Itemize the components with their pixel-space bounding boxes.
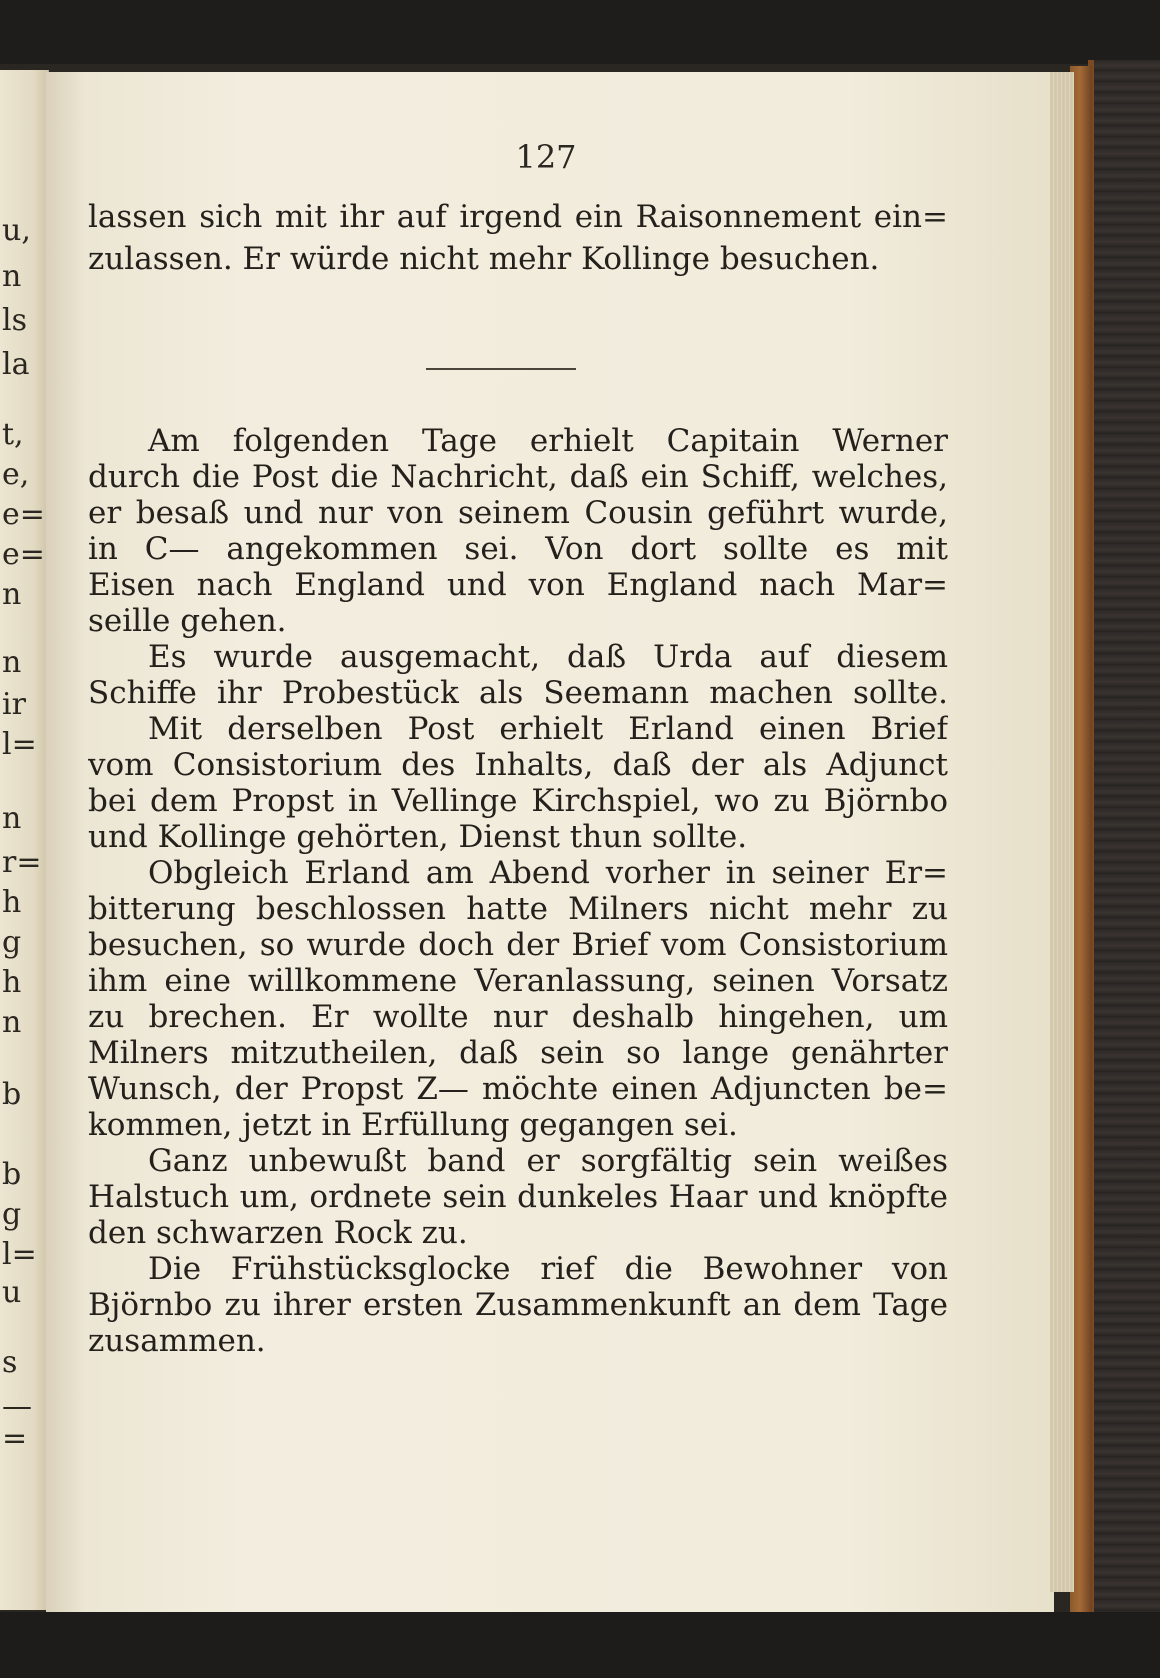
left-page-glyph: t, bbox=[2, 417, 24, 452]
left-page-glyph: l= bbox=[2, 727, 37, 762]
left-page-glyph: h bbox=[2, 885, 22, 920]
left-page-glyph: g bbox=[2, 925, 22, 960]
text-line: Mit derselben Post erhielt Erland einen Brief bbox=[148, 711, 948, 747]
left-page-glyph: b bbox=[2, 1077, 22, 1112]
text-line: Die Frühstücksglocke rief die Bewohner von bbox=[148, 1251, 948, 1287]
left-page-glyph: h bbox=[2, 965, 22, 1000]
text-line: und Kollinge gehörten, Dienst thun sollte. bbox=[88, 819, 748, 855]
left-page-glyph: s bbox=[2, 1345, 18, 1380]
left-page-glyph: l= bbox=[2, 1237, 37, 1272]
left-page-glyph: n bbox=[2, 645, 22, 680]
left-page-glyph: n bbox=[2, 801, 22, 836]
text-line: lassen sich mit ihr auf irgend ein Raisonnement ein= bbox=[88, 199, 948, 235]
left-page-glyph: la bbox=[2, 347, 30, 382]
left-page-glyph: n bbox=[2, 259, 22, 294]
text-line: Schiffe ihr Probestück als Seemann machen sollte. bbox=[88, 675, 948, 711]
left-page-glyph: = bbox=[2, 1421, 28, 1456]
text-line: zu brechen. Er wollte nur deshalb hingehen, um bbox=[88, 999, 948, 1035]
book-cover-right bbox=[1088, 60, 1160, 1620]
scan-background-bottom bbox=[0, 1612, 1160, 1678]
left-page-glyph: u bbox=[2, 1275, 22, 1310]
text-line: Ganz unbewußt band er sorgfältig sein weißes bbox=[148, 1143, 948, 1179]
left-page-glyph: n bbox=[2, 577, 22, 612]
text-line: er besaß und nur von seinem Cousin geführt wurde, bbox=[88, 495, 948, 531]
left-page-glyph: ir bbox=[2, 687, 26, 722]
text-line: bitterung beschlossen hatte Milners nicht mehr zu bbox=[88, 891, 948, 927]
text-line: bei dem Propst in Vellinge Kirchspiel, wo zu Björnbo bbox=[88, 783, 948, 819]
scan-background-top bbox=[0, 0, 1160, 64]
left-page-glyph: g bbox=[2, 1197, 22, 1232]
left-page-glyph: r= bbox=[2, 845, 42, 880]
text-line: zusammen. bbox=[88, 1323, 266, 1359]
book-page bbox=[46, 72, 1054, 1612]
left-page-glyph: e, bbox=[2, 457, 30, 492]
text-line: Wunsch, der Propst Z— möchte einen Adjuncten be= bbox=[88, 1071, 948, 1107]
text-line: besuchen, so wurde doch der Brief vom Consistorium bbox=[88, 927, 948, 963]
left-page-glyph: ls bbox=[2, 303, 27, 338]
left-page-edge bbox=[0, 70, 49, 1610]
text-line: seille gehen. bbox=[88, 603, 287, 639]
section-divider bbox=[426, 368, 576, 370]
left-page-glyph: e= bbox=[2, 537, 45, 572]
text-line: in C— angekommen sei. Von dort sollte es mit bbox=[88, 531, 948, 567]
text-line: den schwarzen Rock zu. bbox=[88, 1215, 468, 1251]
text-line: Es wurde ausgemacht, daß Urda auf diesem bbox=[148, 639, 948, 675]
text-line: durch die Post die Nachricht, daß ein Schiff, welches, bbox=[88, 459, 948, 495]
text-line: Am folgenden Tage erhielt Capitain Werner bbox=[148, 423, 948, 459]
page-stack-edge bbox=[1050, 72, 1074, 1592]
text-line: Eisen nach England und von England nach Mar= bbox=[88, 567, 948, 603]
left-page-glyph: b bbox=[2, 1157, 22, 1192]
left-page-glyph: e= bbox=[2, 497, 45, 532]
text-line: Björnbo zu ihrer ersten Zusammenkunft an dem Tage bbox=[88, 1287, 948, 1323]
text-line: vom Consistorium des Inhalts, daß der als Adjunct bbox=[88, 747, 948, 783]
text-line: kommen, jetzt in Erfüllung gegangen sei. bbox=[88, 1107, 738, 1143]
text-line: ihm eine willkommene Veranlassung, seinen Vorsatz bbox=[88, 963, 948, 999]
left-page-glyph: n bbox=[2, 1005, 22, 1040]
text-line: Halstuch um, ordnete sein dunkeles Haar und knöpfte bbox=[88, 1179, 948, 1215]
text-line: Obgleich Erland am Abend vorher in seiner Er= bbox=[148, 855, 948, 891]
page-number: 127 bbox=[515, 138, 577, 176]
text-line: zulassen. Er würde nicht mehr Kollinge besuchen. bbox=[88, 241, 880, 277]
text-line: Milners mitzutheilen, daß sein so lange genährter bbox=[88, 1035, 948, 1071]
left-page-glyph: u, bbox=[2, 213, 31, 248]
left-page-glyph: — bbox=[2, 1389, 32, 1424]
